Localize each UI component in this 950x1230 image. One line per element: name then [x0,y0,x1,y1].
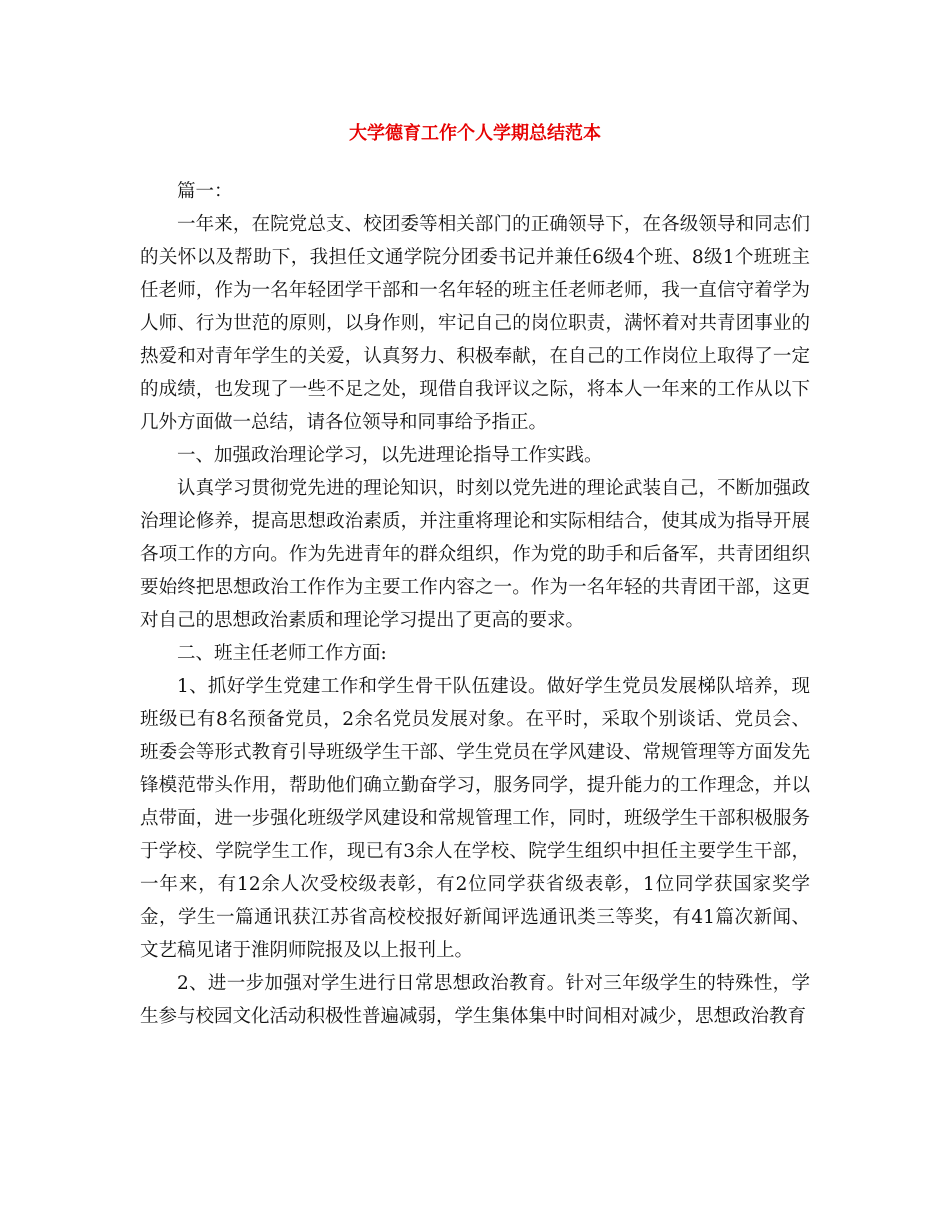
paragraph-item-1: 1、抓好学生党建工作和学生骨干队伍建设。做好学生党员发展梯队培养，现班级已有8名预备党员，2余名党员发展对象。在平时，采取个别谈话、党员会、班委会等形式教育引导班级学生干部、学生党员在学风建设、常规管理等方面发先锋模范带头作用，帮助他们确立勤奋学习，服务同学，提升能力的工作理念，并以点带面，进一步强化班级学风建设和常规管理工作，同时，班级学生干部积极服务于学校、学院学生工作，现已有3余人在学校、院学生组织中担任主要学生干部，一年来，有12余人次受校级表彰，有2位同学获省级表彰，1位同学获国家奖学金，学生一篇通讯获江苏省高校校报好新闻评选通讯类三等奖，有41篇次新闻、文艺稿见诸于淮阴师院报及以上报刊上。 [140,676,810,961]
section-label: 篇一： [177,181,233,202]
paragraph-item-2: 2、进一步加强对学生进行日常思想政治教育。针对三年级学生的特殊性，学生参与校园文化活动积极性普遍减弱，学生集体集中时间相对减少，思想政治教育 [140,973,810,1027]
section-heading-2: 二、班主任老师工作方面: [177,643,387,664]
paragraph-theory: 认真学习贯彻党先进的理论知识，时刻以党先进的理论武装自己，不断加强政治理论修养，提高思想政治素质，并注重将理论和实际相结合，使其成为指导开展各项工作的方向。作为先进青年的群众组织，作为党的助手和后备军，共青团组织要始终把思想政治工作作为主要工作内容之一。作为一名年轻的共青团干部，这更对自己的思想政治素质和理论学习提出了更高的要求。 [140,478,810,631]
section-heading-1: 一、加强政治理论学习，以先进理论指导工作实践。 [177,445,603,466]
document-body [140,175,810,1033]
document-title: 大学德育工作个人学期总结范本 [349,123,601,144]
paragraph-intro: 一年来，在院党总支、校团委等相关部门的正确领导下，在各级领导和同志们的关怀以及帮助下，我担任文通学院分团委书记并兼任6级4个班、8级1个班班主任老师，作为一名年轻团学干部和一名年轻的班主任老师老师，我一直信守着学为人师、行为世范的原则，以身作则，牢记自己的岗位职责，满怀着对共青团事业的热爱和对青年学生的关爱，认真努力、积极奉献，在自己的工作岗位上取得了一定的成绩，也发现了一些不足之处，现借自我评议之际，将本人一年来的工作从以下几外方面做一总结，请各位领导和同事给予指正。 [140,214,810,433]
